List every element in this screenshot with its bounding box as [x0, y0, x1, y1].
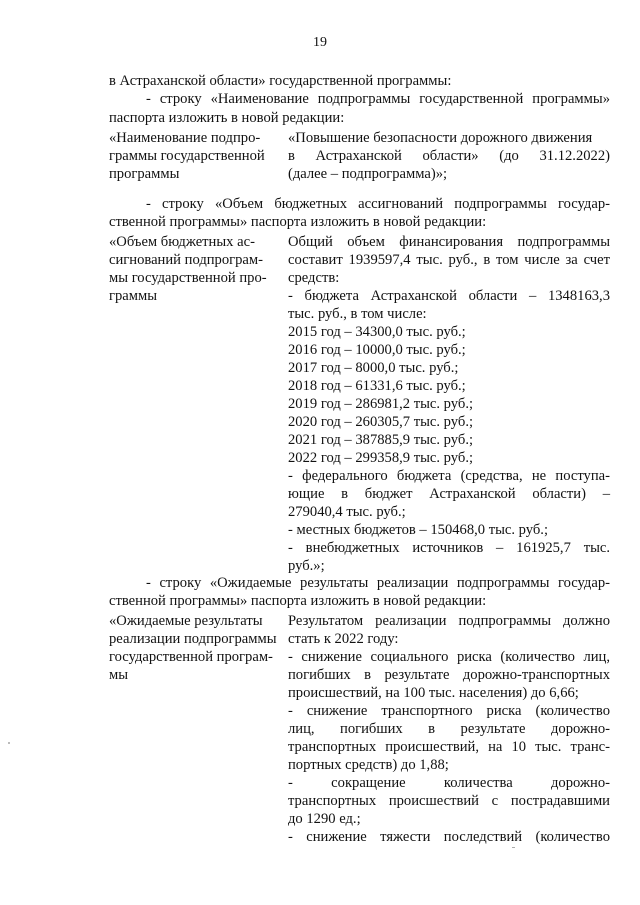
right-cell-line: 2017 год – 8000,0 тыс. руб.; [288, 360, 459, 376]
row-right-cell [288, 233, 610, 575]
left-cell-line: программы [109, 166, 180, 182]
right-cell-line: Результатом реализации подпрограммы должно [288, 613, 610, 629]
instruction-line: ственной программы» паспорта изложить в новой редакции: [109, 214, 487, 230]
instruction-line: - строку «Объем бюджетных ассигнований подпрограммы государ- [146, 196, 610, 212]
right-cell-line: лиц, погибших в результате дорожно- [288, 721, 610, 737]
right-cell-line: стать к 2022 году: [288, 631, 399, 647]
instruction-line: - строку «Ожидаемые результаты реализации подпрограммы государ- [146, 575, 610, 591]
right-cell-line: транспортных происшествий с пострадавшими [288, 793, 610, 809]
right-cell-line: 279040,4 тыс. руб.; [288, 504, 406, 520]
left-cell-line: «Ожидаемые результаты [109, 613, 263, 629]
right-cell-line: 2022 год – 299358,9 тыс. руб.; [288, 450, 474, 466]
right-cell-line: - федерального бюджета (средства, не поступа- [288, 468, 610, 484]
right-cell-line: до 1290 ед.; [288, 811, 361, 827]
left-cell-line: граммы государственной [109, 148, 265, 164]
instruction-line: - строку «Наименование подпрограммы государственной программы» [146, 91, 610, 107]
right-cell-line: ющие в бюджет Астраханской области) – [288, 486, 610, 502]
intro-line: в Астраханской области» государственной программы: [109, 73, 452, 89]
right-cell-line: 2019 год – 286981,2 тыс. руб.; [288, 396, 474, 412]
instruction-line: ственной программы» паспорта изложить в новой редакции: [109, 593, 487, 609]
right-cell-line: - снижение транспортного риска (количество [288, 703, 610, 719]
right-cell-line: в Астраханской области» (до 31.12.2022) [288, 148, 610, 164]
page-number: 19 [313, 35, 327, 50]
right-cell-line: - снижение тяжести последствий (количество [288, 829, 610, 845]
right-cell-line: средств: [288, 270, 340, 286]
row-left-cell [109, 612, 279, 684]
right-cell-line: портных средств) до 1,88; [288, 757, 449, 773]
right-cell-line: - внебюджетных источников – 161925,7 тыс. [288, 540, 610, 556]
right-cell-line: 2021 год – 387885,9 тыс. руб.; [288, 432, 474, 448]
left-cell-line: «Объем бюджетных ас- [109, 234, 255, 250]
row-left-cell [109, 233, 279, 305]
right-cell-line: 2016 год – 10000,0 тыс. руб.; [288, 342, 466, 358]
right-cell-line: происшествий, на 100 тыс. населения) до 6,66; [288, 685, 579, 701]
right-cell-line: «Повышение безопасности дорожного движения [288, 130, 593, 146]
row-left-cell [109, 129, 279, 183]
right-cell-line: составит 1939597,4 тыс. руб., в том числе за счет [288, 252, 610, 268]
right-cell-line: руб.»; [288, 558, 325, 574]
right-cell-line: - бюджета Астраханской области – 1348163,3 [288, 288, 610, 304]
left-cell-line: мы [109, 667, 129, 683]
left-cell-line: «Наименование подпро- [109, 130, 261, 146]
right-cell-line: - местных бюджетов – 150468,0 тыс. руб.; [288, 522, 549, 538]
row-right-cell [288, 129, 610, 183]
right-cell-line: тыс. руб., в том числе: [288, 306, 427, 322]
left-cell-line: государственной програм- [109, 649, 273, 665]
right-cell-line: 2015 год – 34300,0 тыс. руб.; [288, 324, 466, 340]
right-cell-line: Общий объем финансирования подпрограммы [288, 234, 610, 250]
left-cell-line: граммы [109, 288, 158, 304]
right-cell-line: транспортных происшествий, на 10 тыс. транс- [288, 739, 610, 755]
right-cell-line: 2020 год – 260305,7 тыс. руб.; [288, 414, 474, 430]
row-right-cell [288, 612, 610, 846]
instruction-line: паспорта изложить в новой редакции: [109, 110, 345, 126]
left-cell-line: сигнований подпрограм- [109, 252, 264, 268]
right-cell-line: 2018 год – 61331,6 тыс. руб.; [288, 378, 466, 394]
right-cell-line: - сокращение количества дорожно- [288, 775, 610, 791]
right-cell-line: погибших в результате дорожно-транспортных [288, 667, 610, 683]
scan-speck [8, 742, 10, 744]
scan-speck [512, 847, 515, 848]
right-cell-line: (далее – подпрограмма)»; [288, 166, 448, 182]
left-cell-line: реализации подпрограммы [109, 631, 277, 647]
left-cell-line: мы государственной про- [109, 270, 267, 286]
right-cell-line: - снижение социального риска (количество лиц, [288, 649, 610, 665]
